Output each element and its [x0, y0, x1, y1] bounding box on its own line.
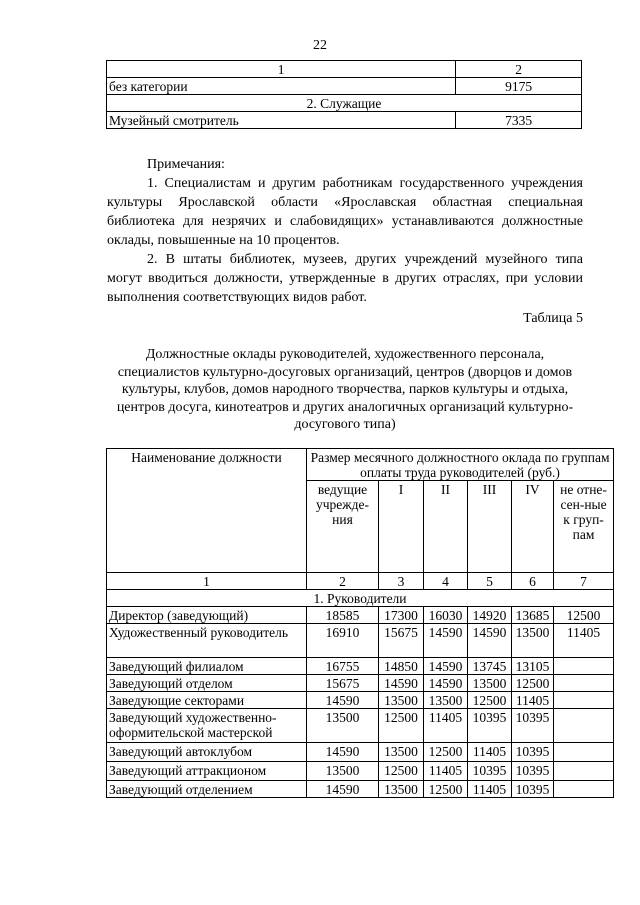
- salary-value: 14590: [424, 658, 468, 675]
- table-header-row: [107, 449, 614, 481]
- position-name: Заведующий автоклубом: [107, 743, 307, 762]
- salary-value: 11405: [554, 624, 614, 658]
- column-number: 7: [554, 573, 614, 590]
- position-name: Художественный руководитель: [107, 624, 307, 658]
- note-item: 1. Специалистам и другим работникам государственного учреждения культуры Ярославской области «Ярославская областная специальная библиотека для незрячих и слабовидящих» устанавливаются должностные оклады, повышенные на 10 процентов.: [107, 176, 583, 248]
- position-header: Наименование должности: [107, 449, 307, 573]
- salary-value: 7335: [456, 112, 582, 129]
- group-header: IV: [512, 481, 554, 573]
- column-number: 3: [379, 573, 424, 590]
- position-name: Заведующий художественно-оформительской мастерской: [107, 709, 307, 743]
- top-salary-table: [106, 60, 582, 129]
- salary-value: 16030: [424, 607, 468, 624]
- table-row: [107, 607, 614, 624]
- table-row: [107, 781, 614, 798]
- column-number: 4: [424, 573, 468, 590]
- salary-value: 9175: [456, 78, 582, 95]
- salary-value: 11405: [424, 709, 468, 743]
- section-title: 1. Руководители: [107, 590, 614, 607]
- salary-value: 14590: [379, 675, 424, 692]
- salary-value: 14590: [307, 743, 379, 762]
- column-number: 6: [512, 573, 554, 590]
- salary-value: 11405: [468, 743, 512, 762]
- salary-value: 10395: [512, 709, 554, 743]
- salary-table: [106, 448, 614, 798]
- position-name: без категории: [107, 78, 456, 95]
- group-header: III: [468, 481, 512, 573]
- header-cell: 2: [456, 61, 582, 78]
- salary-value: [554, 743, 614, 762]
- position-name: Заведующий отделом: [107, 675, 307, 692]
- salary-value: 14590: [468, 624, 512, 658]
- group-header: не отне-сен-ные к груп-пам: [554, 481, 614, 573]
- salary-value: 11405: [424, 762, 468, 781]
- salary-value: 15675: [379, 624, 424, 658]
- salary-value: 10395: [512, 781, 554, 798]
- salary-value: [554, 692, 614, 709]
- salary-value: 13500: [307, 709, 379, 743]
- column-number: 1: [107, 573, 307, 590]
- section-title: 2. Служащие: [107, 95, 582, 112]
- table-body: [107, 607, 614, 798]
- salary-value: 14920: [468, 607, 512, 624]
- column-number-row: [107, 573, 614, 590]
- group-header: II: [424, 481, 468, 573]
- salary-value: 16755: [307, 658, 379, 675]
- column-number: 2: [307, 573, 379, 590]
- salary-value: 13500: [307, 762, 379, 781]
- column-number: 5: [468, 573, 512, 590]
- salary-value: 12500: [379, 762, 424, 781]
- salary-value: 17300: [379, 607, 424, 624]
- group-header: ведущие учрежде-ния: [307, 481, 379, 573]
- table-row: [107, 709, 614, 743]
- salary-value: 10395: [512, 762, 554, 781]
- salary-value: 13500: [468, 675, 512, 692]
- salary-value: 13500: [379, 743, 424, 762]
- salary-value: 15675: [307, 675, 379, 692]
- salary-value: 18585: [307, 607, 379, 624]
- salary-value: 13500: [424, 692, 468, 709]
- salary-value: 11405: [468, 781, 512, 798]
- salary-value: [554, 675, 614, 692]
- salary-value: 12500: [424, 743, 468, 762]
- page-number: 22: [313, 38, 327, 53]
- table-row: [107, 78, 582, 95]
- salary-value: 14590: [424, 624, 468, 658]
- salary-value: 10395: [512, 743, 554, 762]
- table-row: [107, 762, 614, 781]
- salary-value: 12500: [512, 675, 554, 692]
- salary-value: [554, 709, 614, 743]
- salary-value: [554, 781, 614, 798]
- salary-value: 14850: [379, 658, 424, 675]
- position-name: Заведующий отделением: [107, 781, 307, 798]
- salary-value: 12500: [379, 709, 424, 743]
- position-name: Заведующий аттракционом: [107, 762, 307, 781]
- position-name: Музейный смотритель: [107, 112, 456, 129]
- table-row: [107, 675, 614, 692]
- table-header-row: [107, 61, 582, 78]
- salary-value: 14590: [424, 675, 468, 692]
- salary-value: [554, 762, 614, 781]
- position-name: Директор (заведующий): [107, 607, 307, 624]
- salary-value: 13500: [379, 692, 424, 709]
- salary-value: 10395: [468, 762, 512, 781]
- salary-value: 14590: [307, 781, 379, 798]
- group-header: I: [379, 481, 424, 573]
- table-row: [107, 112, 582, 129]
- section-row: [107, 590, 614, 607]
- position-name: Заведующий филиалом: [107, 658, 307, 675]
- salary-value: 12500: [424, 781, 468, 798]
- table-row: [107, 658, 614, 675]
- notes-heading: Примечания:: [147, 157, 225, 172]
- header-cell: 1: [107, 61, 456, 78]
- table-caption: Должностные оклады руководителей, художественного персонала, специалистов культурно-досуговых организаций, центров (дворцов и домов культуры, клубов, домов народного творчества, парков культуры и отдыха, центров досуга, кинотеатров и других аналогичных организаций культурно-досугового типа): [116, 347, 574, 432]
- salary-value: 12500: [468, 692, 512, 709]
- salary-value: 16910: [307, 624, 379, 658]
- salary-value: 10395: [468, 709, 512, 743]
- salary-value: 14590: [307, 692, 379, 709]
- table-row: [107, 743, 614, 762]
- table-label: Таблица 5: [523, 311, 583, 326]
- salary-value: 13685: [512, 607, 554, 624]
- group-title-header: Размер месячного должностного оклада по группам оплаты труда руководителей (руб.): [307, 449, 614, 481]
- section-row: [107, 95, 582, 112]
- salary-value: 13105: [512, 658, 554, 675]
- note-item: 2. В штаты библиотек, музеев, других учреждений музейного типа могут вводиться должности, утвержденные в других отраслях, при условии выполнения соответствующих видов работ.: [107, 252, 583, 305]
- salary-value: 13500: [512, 624, 554, 658]
- salary-value: [554, 658, 614, 675]
- table-row: [107, 624, 614, 658]
- salary-value: 11405: [512, 692, 554, 709]
- position-name: Заведующие секторами: [107, 692, 307, 709]
- salary-value: 13745: [468, 658, 512, 675]
- salary-value: 12500: [554, 607, 614, 624]
- notes-block: [107, 155, 583, 307]
- table-row: [107, 692, 614, 709]
- salary-value: 13500: [379, 781, 424, 798]
